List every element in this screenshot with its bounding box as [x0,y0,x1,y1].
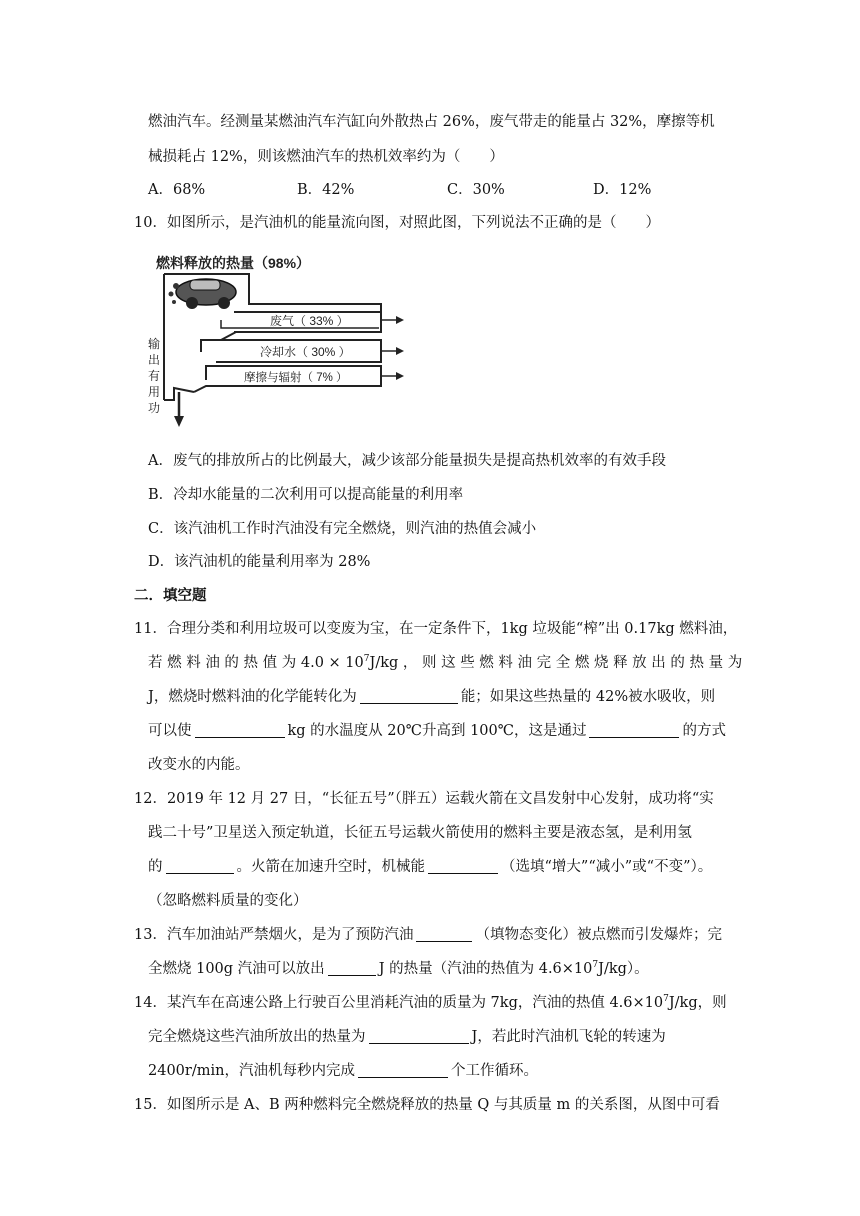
answer-blank[interactable] [328,961,376,976]
output-char-1: 输 [148,337,161,351]
energy-flow-diagram [146,250,416,432]
friction-label: 摩擦与辐射（ 7% ） [244,372,348,384]
q10-option-a: A．废气的排放所占的比例最大，减少该部分能量损失是提高热机效率的有效手段 [148,453,666,469]
car-icon [169,279,237,309]
q9-option-b: B．42% [297,182,355,198]
q11-line2: 若 燃 料 油 的 热 值 为 $4.0 \times 10^7J/kg$ ， 则 这 些 燃 料 油 完 全 燃 烧 释 放 出 的 热 量 为 [148,654,743,671]
q11-line4: 可以使 kg 的水温度从 20℃升高到 100℃，这是通过 的方式 [148,723,726,739]
q12-line1: 12．2019 年 12 月 27 日，“长征五号”（胖五）运载火箭在文昌发射中心发射，成功将“实 [134,791,714,807]
answer-blank[interactable] [589,723,679,738]
answer-blank[interactable] [195,723,285,738]
answer-blank[interactable] [166,859,234,874]
coolant-label: 冷却水（ 30% ） [260,345,351,359]
answer-blank[interactable] [369,1029,469,1044]
q11-line1: 11．合理分类和利用垃圾可以变废为宝，在一定条件下，1kg 垃圾能“榨”出 0.17kg 燃料油， [134,621,738,637]
q13-line2: 全燃烧 100g 汽油可以放出 J 的热量（汽油的热值为 $4.6\times 10^7J/kg$）。 [148,960,649,977]
answer-blank[interactable] [360,689,458,704]
answer-blank[interactable] [358,1063,448,1078]
q11-line3: J，燃烧时燃料油的化学能转化为 能；如果这些热量的 42%被水吸收，则 [148,689,716,705]
q10-option-d: D．该汽油机的能量利用率为 28% [148,554,371,570]
q15-line1: 15．如图所示是 A、B 两种燃料完全燃烧释放的热量 Q 与其质量 m 的关系图，从图中可看 [134,1097,720,1113]
q9-option-a: A．68% [148,182,206,198]
q13-line1: 13．汽车加油站严禁烟火，是为了预防汽油 （填物态变化）被点燃而引发爆炸；完 [134,927,722,943]
q9-option-c: C．30% [447,182,505,198]
q14-line1: 14．某汽车在高速公路上行驶百公里消耗汽油的质量为 7kg，汽油的热值 $4.6\times 10^7J/kg$，则 [134,994,727,1011]
q10-option-b: B．冷却水能量的二次利用可以提高能量的利用率 [148,487,464,503]
q9-line2: 械损耗占 12%，则该燃油汽车的热机效率约为（ ） [148,149,504,165]
q10-stem: 10．如图所示，是汽油机的能量流向图，对照此图，下列说法不正确的是（ ） [134,215,660,231]
answer-blank[interactable] [416,927,472,942]
q12-line2: 践二十号”卫星送入预定轨道，长征五号运载火箭使用的燃料主要是液态氢，是利用氢 [148,825,692,841]
output-char-5: 功 [148,401,161,415]
q11-line5: 改变水的内能。 [148,757,250,773]
q10-option-c: C．该汽油机工作时汽油没有完全燃烧，则汽油的热值会减小 [148,521,537,537]
q14-line3: 2400r/min，汽油机每秒内完成 个工作循环。 [148,1063,538,1079]
q9-option-d: D．12% [593,182,652,198]
answer-blank[interactable] [428,859,498,874]
q14-line2: 完全燃烧这些汽油所放出的热量为 J，若此时汽油机飞轮的转速为 [148,1029,666,1045]
figure-title: 燃料释放的热量（98%） [156,255,311,271]
q12-line3: 的 。火箭在加速升空时，机械能 （选填“增大”“减小”或“不变”）。 [148,859,713,875]
q12-line4: （忽略燃料质量的变化） [148,893,308,909]
section-title: 二．填空题 [134,587,207,604]
exhaust-label: 废气（ 33% ） [270,314,349,328]
q9-line1: 燃油汽车。经测量某燃油汽车汽缸向外散热占 26%，废气带走的能量占 32%，摩擦等机 [148,114,715,130]
output-char-4: 用 [148,385,161,399]
output-char-2: 出 [148,353,161,367]
output-char-3: 有 [148,369,161,383]
